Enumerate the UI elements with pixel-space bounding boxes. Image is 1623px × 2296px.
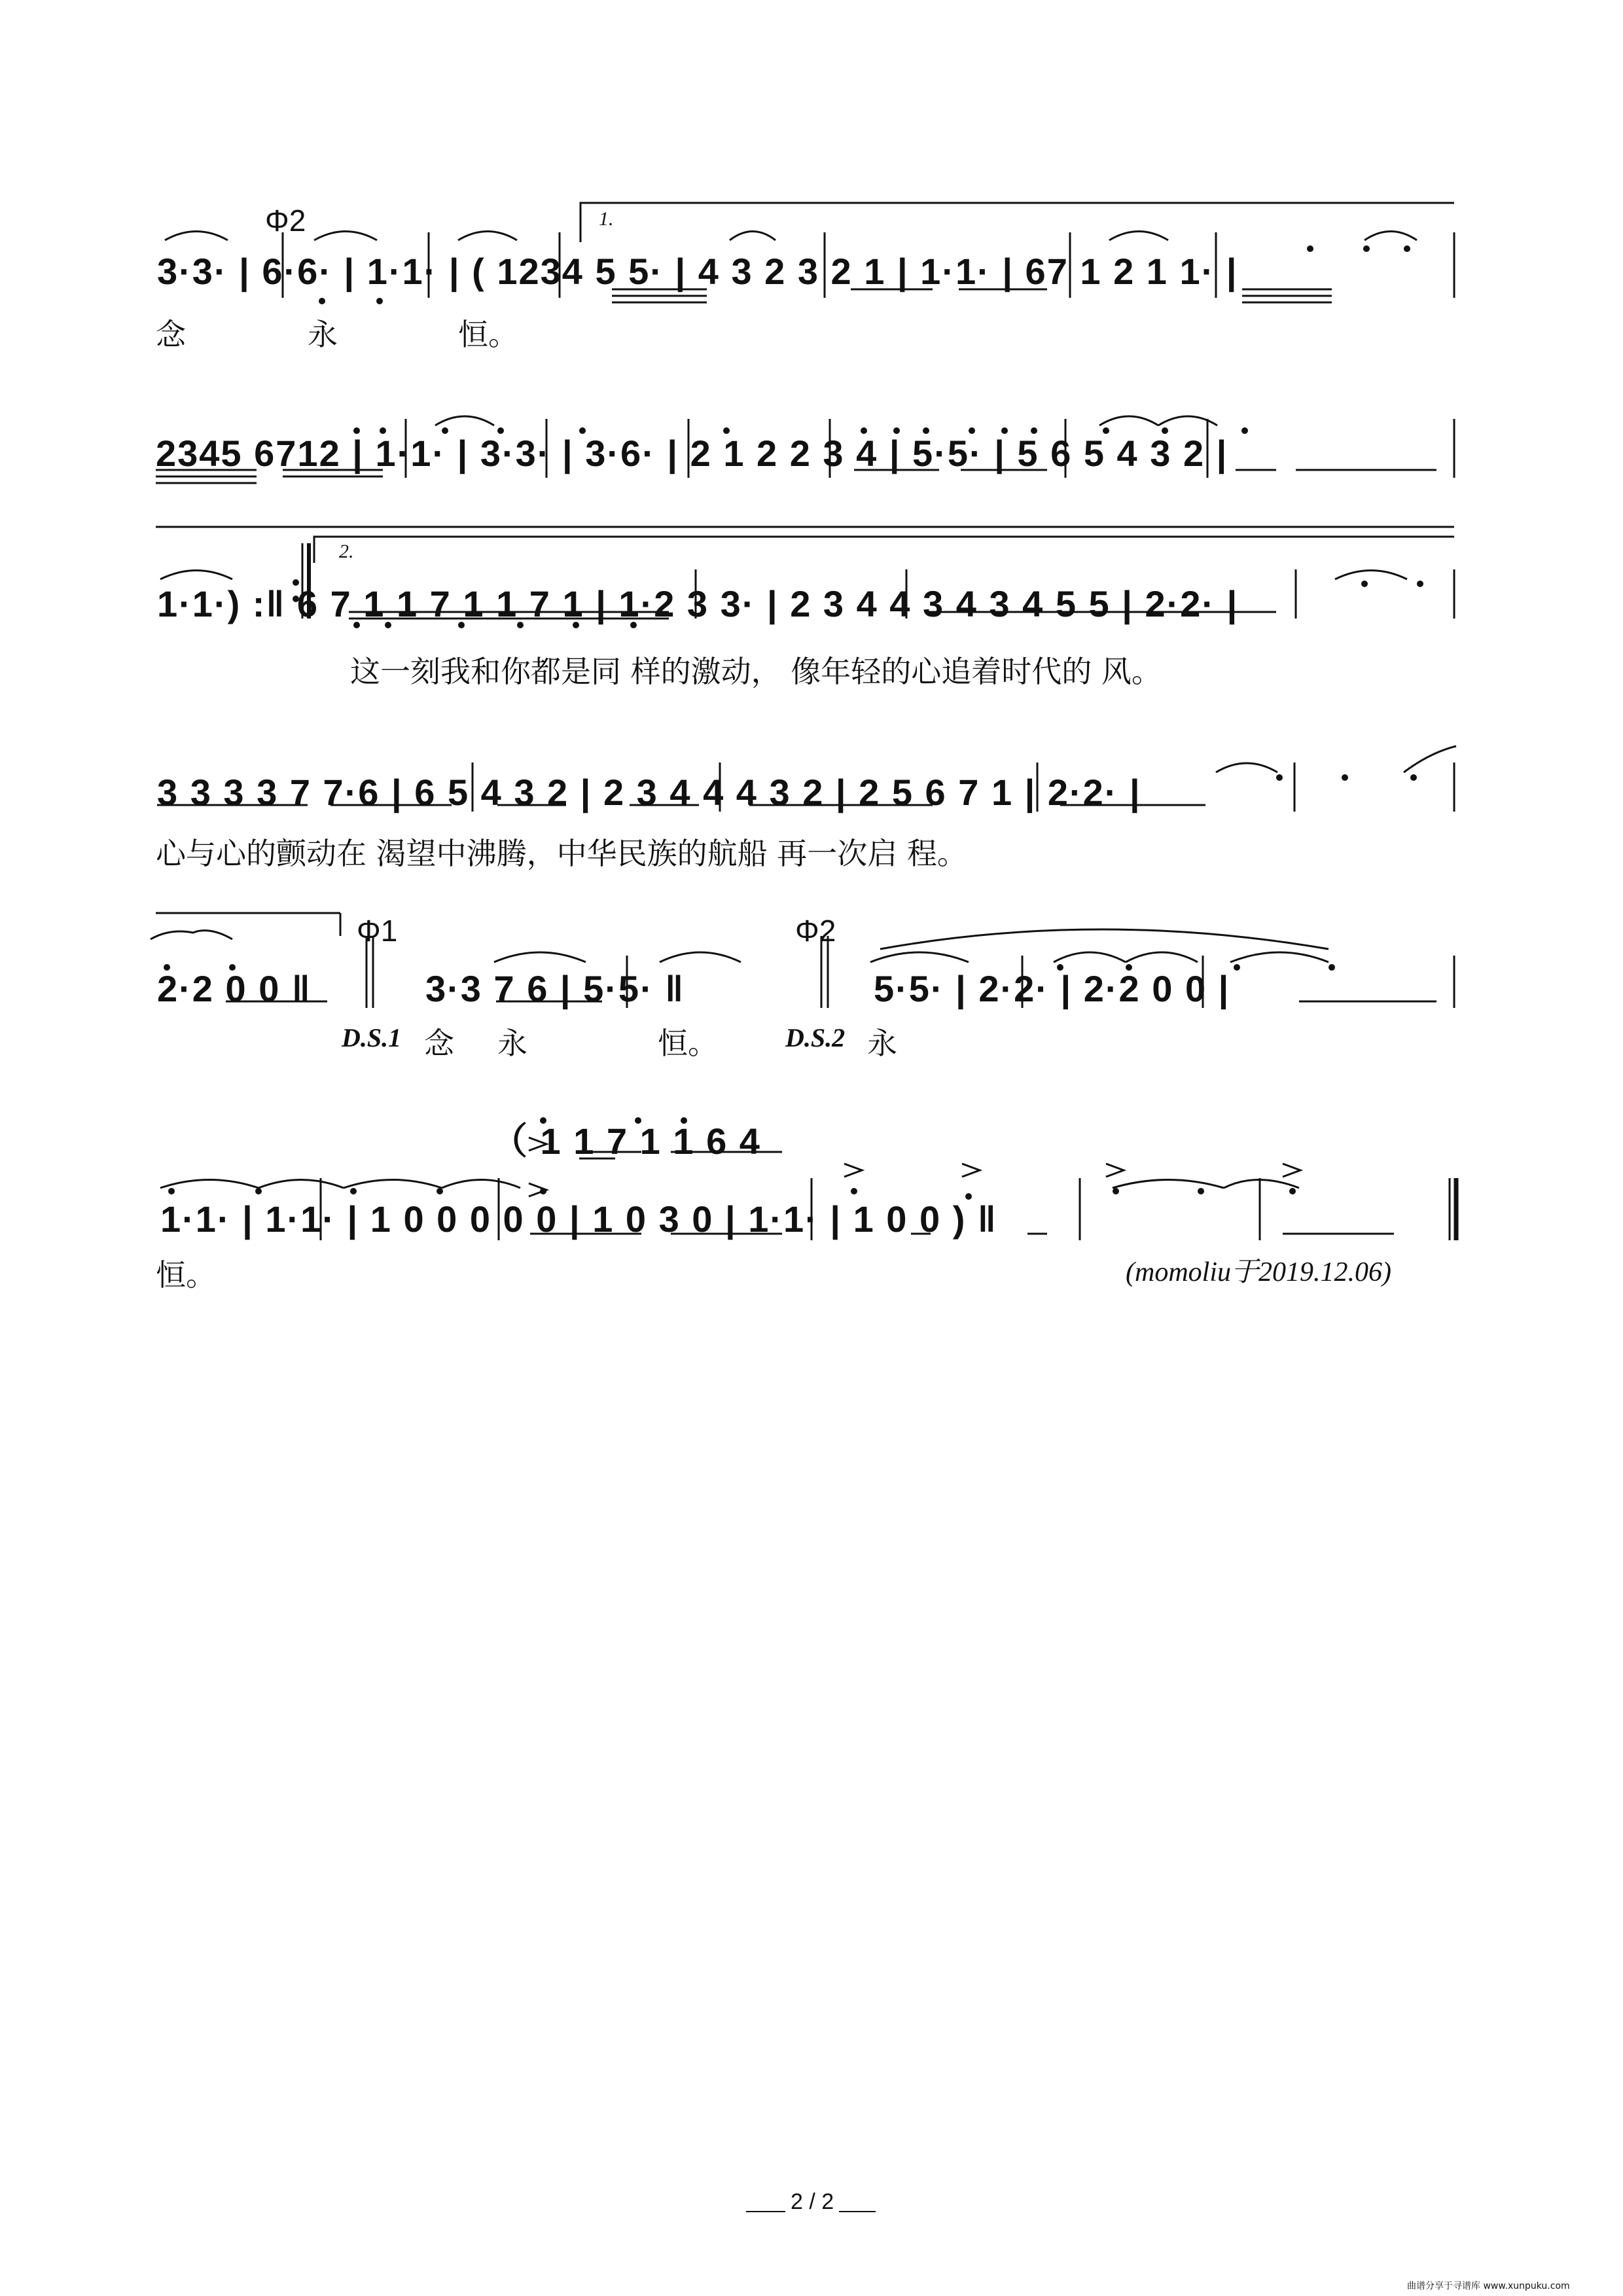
volta-2-label: 2. [339,541,354,562]
transcriber-credit: (momoliu于2019.12.06) [1126,1257,1391,1287]
ds-1-mark: D.S.1 [342,1023,402,1052]
lyric-line-1-c: 恒。 [458,317,518,352]
notes-line-5-c: 5·5· | 2·2· | 2·2 0 0 | [874,968,1230,1009]
site-watermark: 曲谱分享于寻谱库 www.xunpuku.com [1407,2281,1570,2291]
lyric-line-5-c: 恒。 [658,1026,718,1061]
lyric-line-1-a: 念 [156,317,186,352]
lyric-line-5-a: 念 [424,1026,454,1061]
lyric-line-5-d: 永 [867,1026,897,1061]
lyric-line-4: 心与心的颤动在 渴望中沸腾，中华民族的航船 再一次启 程。 [156,836,967,871]
lyric-line-5-b: 永 [497,1026,527,1061]
coda-1-sign: Φ1 [357,914,398,948]
notes-line-5-a: 2·2 0 0 ‖ [157,968,312,1009]
notes-line-1: 3·3· | 6·6· | 1·1· | ( 1234 5 5· | 4 3 2 3 2 1 | 1·1· | 67 1 2 1 1· | [157,251,1238,292]
notes-line-3: 1·1·) :‖ 6 7 1 1 7 1 1 7 1 | 1·2 3 3· | 2 3 4 4 3 4 3 4 5 5 | 2·2· | [157,583,1239,624]
ds-2-mark: D.S.2 [785,1023,846,1052]
lyric-line-3: 这一刻我和你都是同 样的激动， 像年轻的心追着时代的 风。 [350,654,1162,689]
notes-line-2: 2345 6712 | 1·1· | 3·3· | 3·6· | 2 1 2 2 3 4 | 5·5· | 5 6 5 4 3 2 | [156,433,1228,474]
lyric-line-1-b: 永 [308,317,338,352]
volta-1-label: 1. [599,208,614,230]
notes-line-5-b: 3·3 7 6 | 5·5· ‖ [425,968,685,1009]
coda-2-sign: Φ2 [795,914,836,948]
notes-line-6-upper: （ 1 1 7 1 1 6 4 [491,1121,761,1162]
notes-line-4: 3 3 3 3 7 7·6 | 6 5 4 3 2 | 2 3 4 4 4 3 2 | 2 5 6 7 1 | 2·2· | [157,772,1141,813]
coda-sign: Φ2 [265,204,306,238]
notes-line-6: 1·1· | 1·1· | 1 0 0 0 0 0 | 1 0 3 0 | 1·1· | 1 0 0 ) ‖ [160,1198,997,1240]
lyric-line-6: 恒。 [156,1257,216,1293]
page-number: 2 / 2 [785,2189,839,2215]
